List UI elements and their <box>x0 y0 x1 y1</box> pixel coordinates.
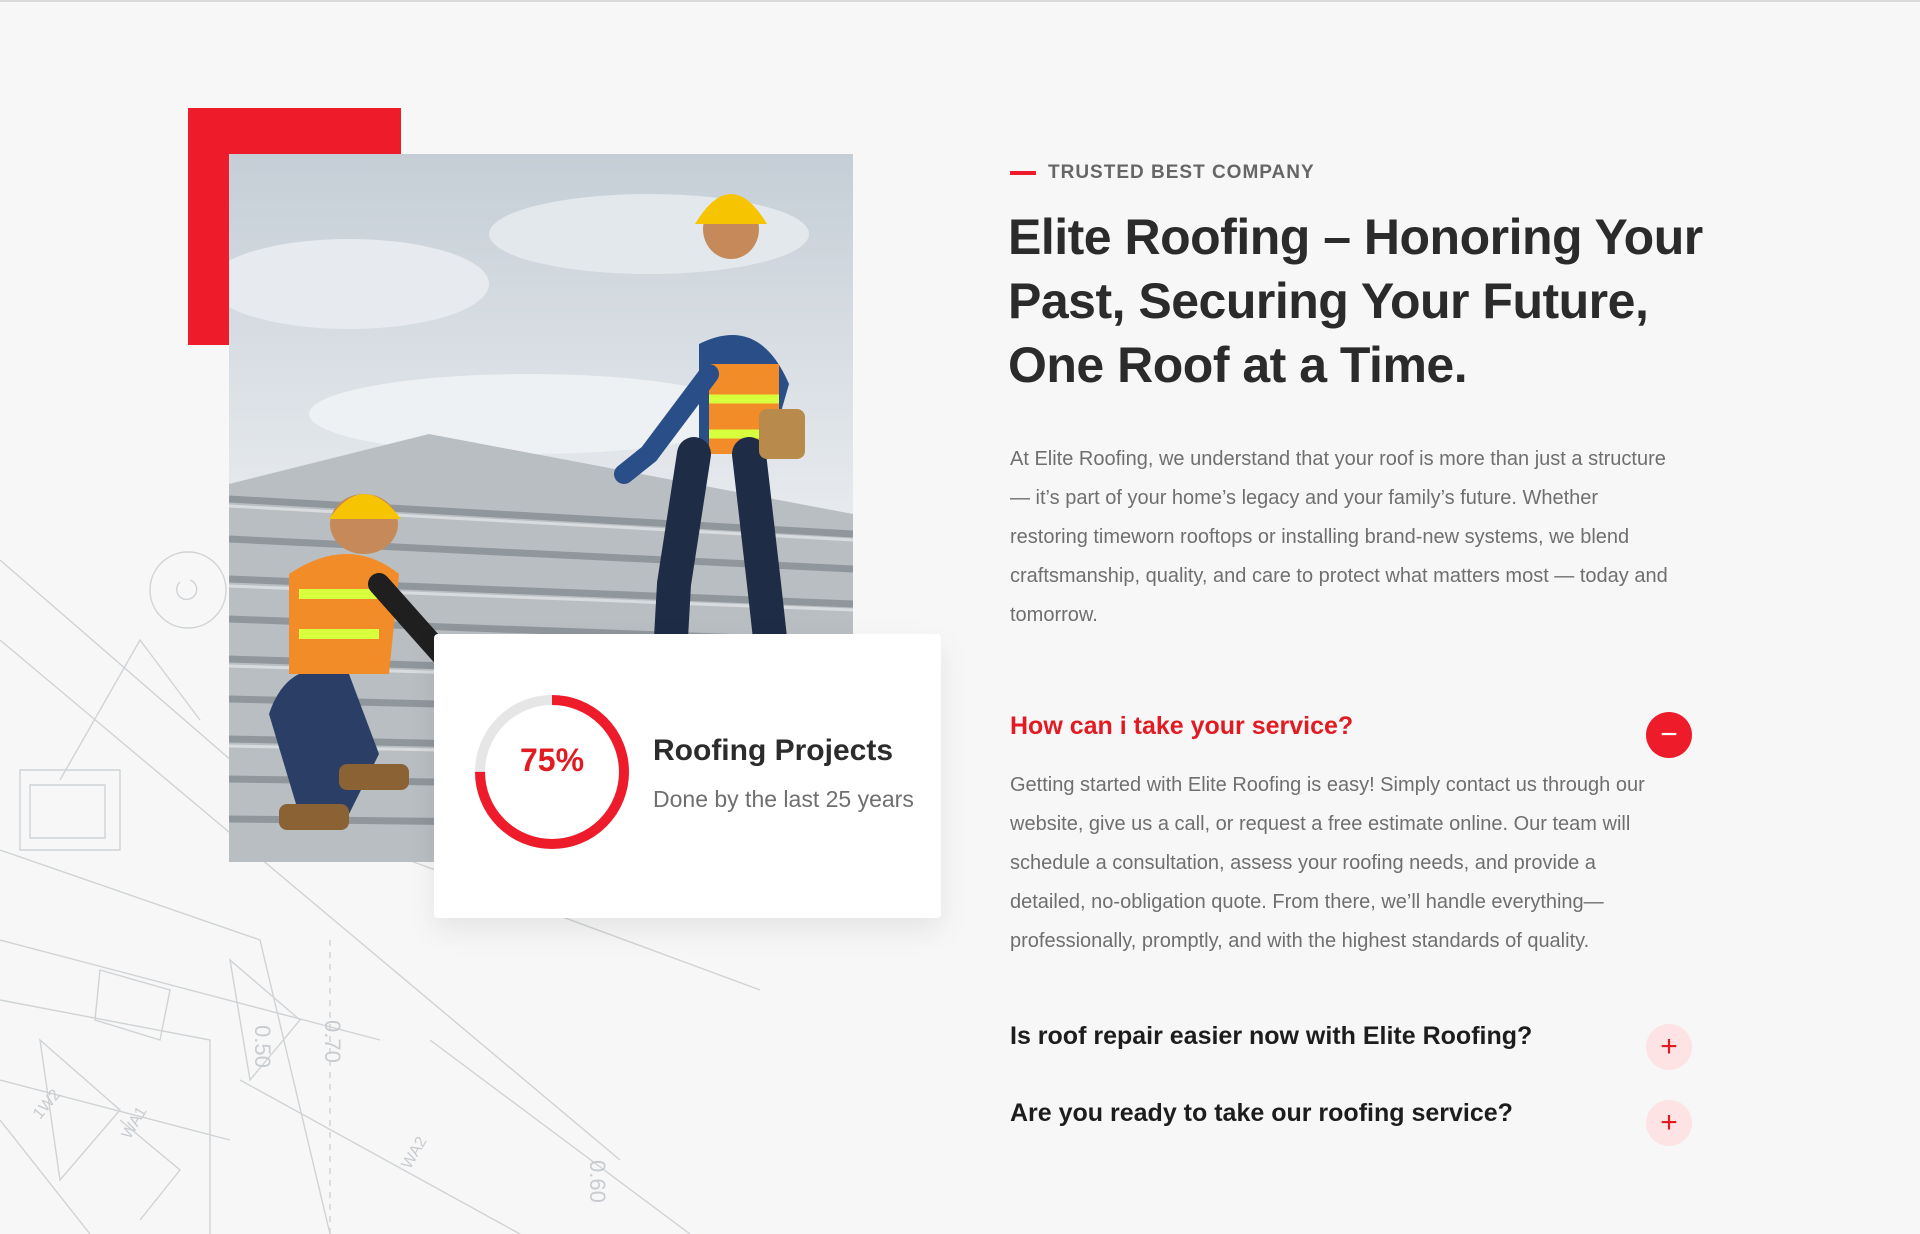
plus-icon: + <box>1660 1106 1678 1139</box>
page-title: Elite Roofing – Honoring Your Past, Securing Your Future, One Roof at a Time. <box>1008 209 1703 393</box>
stats-title: Roofing Projects <box>653 734 894 767</box>
faq-question[interactable]: How can i take your service? <box>1010 712 1354 740</box>
collapse-toggle-button[interactable] <box>1646 712 1692 758</box>
faq-item-ready <box>1010 1097 1692 1139</box>
faq-item-repair <box>1010 1020 1692 1063</box>
stats-card <box>434 634 941 918</box>
eyebrow-accent-line <box>1010 171 1036 175</box>
stats-subtitle: Done by the last 25 years <box>653 786 914 812</box>
top-divider <box>0 0 1920 2</box>
blueprint-label: 0.60 <box>585 1160 610 1203</box>
faq-question[interactable]: Are you ready to take our roofing service? <box>1010 1099 1513 1127</box>
minus-icon: − <box>1660 718 1678 751</box>
faq-question[interactable]: Is roof repair easier now with Elite Roofing? <box>1010 1022 1533 1050</box>
eyebrow <box>1010 162 1315 184</box>
blueprint-label: 0.70 <box>320 1020 345 1063</box>
faq-item-service <box>1010 710 1692 961</box>
expand-toggle-button[interactable] <box>1646 1100 1692 1146</box>
blueprint-label: 0.50 <box>250 1025 275 1068</box>
blueprint-label: 1W2 <box>30 1086 65 1123</box>
intro-paragraph: At Elite Roofing, we understand that your roof is more than just a structure — it’s part of your home’s legacy and your family’s future. Whether restoring timeworn rooftops or installing brand-new systems, we blend craftsmanship, quality, and care to protect what matters most — today and tomorrow. <box>1010 448 1668 626</box>
progress-percent: 75% <box>519 742 585 778</box>
expand-toggle-button[interactable] <box>1646 1024 1692 1070</box>
blueprint-label: WA2 <box>398 1133 431 1172</box>
eyebrow-text: TRUSTED BEST COMPANY <box>1048 162 1315 183</box>
blueprint-label: WA1 <box>118 1103 151 1142</box>
faq-answer: Getting started with Elite Roofing is easy! Simply contact us through our website, give us a call, or request a free estimate online. Our team will schedule a consultation, assess your roofing needs, and provide a detailed, no-obligation quote. From there, we’ll handle everything—professionally, promptly, and with the highest standards of quality. <box>1010 774 1645 952</box>
plus-icon: + <box>1660 1030 1678 1063</box>
